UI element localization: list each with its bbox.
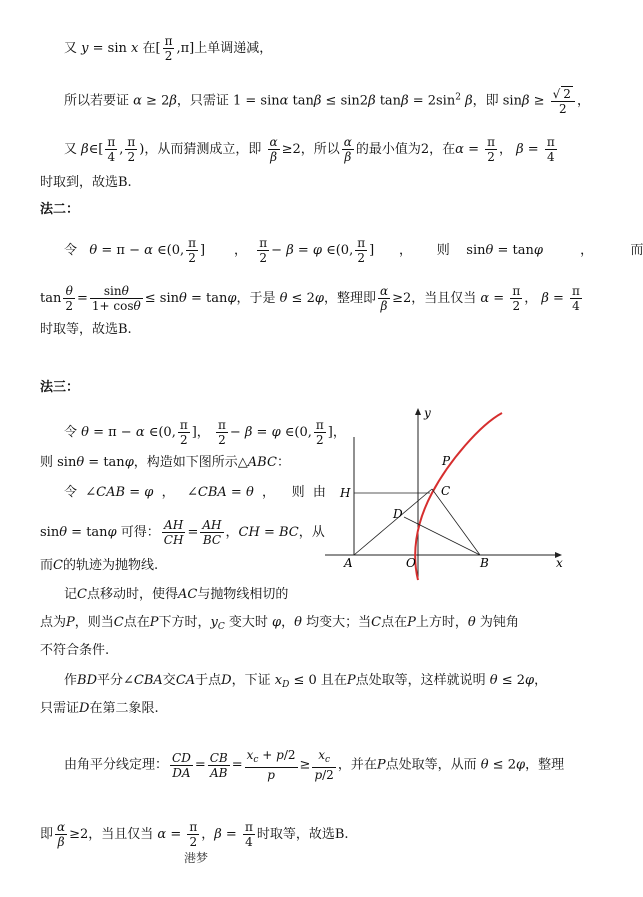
- y-axis-arrow: [415, 408, 421, 415]
- heading-method-2: 法二：: [40, 202, 80, 217]
- line-8: 令 θ = π − α ∈(0, $\frac{\pi}{2}$ ]， $\frac{\pi}{2}$ − β = φ ∈(0, $\frac{\pi}{2}$ ]，: [64, 418, 346, 447]
- line-17: 只需证D在第二象限.: [40, 701, 159, 716]
- line-7: 时取等，故选B.: [40, 322, 132, 337]
- label-C: C: [441, 484, 451, 498]
- label-A: A: [344, 556, 353, 570]
- line-3: 又 β∈[ $\frac{\pi}{4}$ , $\frac{\pi}{2}$ )，从而猜测成立，即 $\frac{\alpha}{\beta}$ ≥2，所以 $\frac{\alpha}{\beta}$ 的最小值为2，在α = $\frac{\pi}{2}$ ， β = $\frac{\pi}{4}$: [64, 135, 555, 164]
- parabola-figure: [320, 405, 570, 585]
- label-H: H: [340, 486, 351, 500]
- line-16: 作BD平分∠CBA交CA于点D，下证 $x_D \le 0$ 且在P点处取等，这样就说明 θ ≤ 2φ，: [64, 673, 548, 690]
- line-15: 不符合条件.: [40, 643, 110, 658]
- line-18: 由角平分线定理： $\frac{CD}{DA}$ = $\frac{CB}{AB}$ = $\frac{x_c + p/2}{p}$ ≥ $\frac{x_c}{p/2}$ ，并在P点处取等，从而 θ ≤ 2φ，整理: [64, 748, 565, 782]
- heading-method-3: 法三：: [40, 380, 80, 395]
- line-4: 时取到，故选B.: [40, 175, 132, 190]
- line-14: 点为P，则当C点在P下方时，$y_C$ 变大时 φ，θ 均变大；当C点在P上方时，θ 为钝角: [40, 615, 519, 632]
- label-B: B: [480, 556, 489, 570]
- line-10: 令 ∠CAB = φ ， ∠CBA = θ ， 则 由: [64, 485, 326, 500]
- watermark: 港梦: [184, 851, 209, 865]
- label-O: O: [406, 556, 416, 570]
- line-12: 而C的轨迹为抛物线.: [40, 558, 159, 573]
- line-13: 记C点移动时，使得AC与抛物线相切的: [64, 587, 289, 602]
- label-P: P: [442, 454, 451, 468]
- line-1: 又 y = sin x 在[ $\frac{\pi}{2}$ ,π]上单调递减，: [64, 34, 273, 63]
- line-11: sinθ = tanφ 可得： $\frac{AH}{CH}$ = $\frac{AH}{BC}$ ，CH = BC，从: [40, 518, 325, 547]
- label-x: x: [556, 556, 563, 570]
- label-y: y: [424, 406, 431, 420]
- label-D: D: [393, 507, 403, 521]
- line-2: 所以若要证 α ≥ 2β，只需证 1 = sinα tanβ ≤ sin2β $\tan\beta = 2\sin^2$ β，即 sinβ ≥ $\frac{√ 2}{2}$ ，: [64, 87, 590, 116]
- line-6: tan $\frac{\theta}{2}$ = $\frac{\sin\theta}{1+ \cos\theta}$ ≤ sinθ = tanφ，于是 θ ≤ 2φ，整理即 $\frac{\alpha}{\beta}$ ≥2，当且仅当 α = $\frac{\pi}{2}$ ， β = $\frac{\pi}{4}$: [40, 284, 580, 313]
- segment-CB: [432, 489, 480, 555]
- line-19: 即 $\frac{\alpha}{\beta}$ ≥2，当且仅当 α = $\frac{\pi}{2}$ ，β = $\frac{\pi}{4}$ 时取等，故选B.: [40, 820, 349, 849]
- line-5: 令 θ = π − α ∈(0, $\frac{\pi}{2}$ ] ， $\frac{\pi}{2}$ − β = φ ∈(0, $\frac{\pi}{2}$ ] ， 则 sinθ = tanφ ， 而: [64, 236, 643, 265]
- line-9: 则 sinθ = tanφ，构造如下图所示△ABC：: [40, 455, 290, 470]
